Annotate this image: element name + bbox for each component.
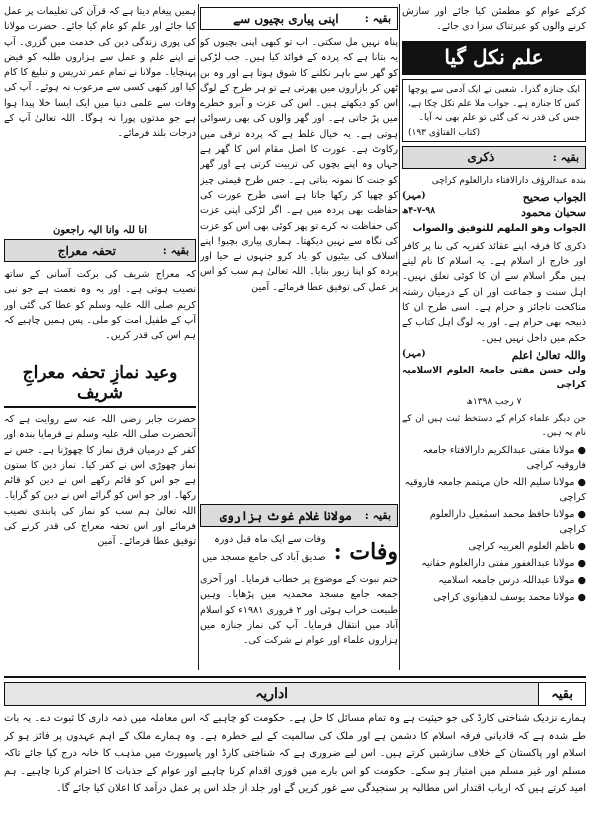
waeed-text: حضرت جابر رضی اللہ عنہ سے روایت ہے کہ آنحضرت صلی اللہ علیہ وسلم نے فرمایا بندہ اور کفر کے درمیان فرق نماز کا چھوڑنا ہے۔ جس نے نماز چھوڑی اس نے کفر کیا۔ نماز دین کا ستون ہے جو اس کو قائم رکھے اس نے دین کو قائم رکھا۔ اور جو اس کو گرائے اس نے دین کو گرایا۔ اللہ تعالیٰ ہم سب کو نماز کی پابندی نصیب فرمائے اور اس تحفہ معراج کی قدر کرنے کی توفیق عطا فرمائے۔ آمین: [4, 414, 196, 548]
endorsement-intro: جن دیگر علماء کرام کے دستخط ثبت ہیں ان کے نام یہ ہیں۔: [402, 413, 586, 438]
fatwa-opening: الجواب وھو الملھم للتوفیق والصواب: [412, 222, 586, 234]
list-item: ● مولانا عبداللہ درس جامعہ اسلامیہ: [402, 573, 586, 588]
zikri-subline: بندہ عبدالرؤف دارالافتاء دارالعلوم کراچی: [431, 175, 586, 186]
jawab-date: ۴-۷-۹۸ھ: [402, 205, 436, 216]
wafat-text: ختم نبوت کے موضوع پر خطاب فرمایا۔ اور آخری جمعہ جامع مسجد محمدیہ میں پڑھایا۔ وہیں طبیعت خراب ہوئی اور ۲ فروری ۱۹۸۱ء کو اسلام آباد میں انتقال فرمایا۔ آپ کی نماز جنازہ میں ہزاروں علماء اور عوام نے شرکت کی۔: [200, 574, 398, 647]
miraj-text: کہ معراج شریف کی برکت آسانی کے ساتھ نصیب ہوتی ہے۔ اور یہ وہ نعمت ہے جو نبی کریم صلی اللہ علیہ وسلم کو عطا کی گئی اور آپ کے طفیل امت کو ملی۔ پس ہمیں چاہیے کہ ہم اس کی قدر کریں۔: [4, 269, 196, 342]
ghaus-tag: بقیہ :: [364, 509, 391, 522]
ilm-text: ایک جنازہ گذرا۔ شعبی نے ایک آدمی سے پوچھا کس کا جنازہ ہے۔ جواب ملا علم نکل چکا ہے، جس کی قدر نہ کی گئی تو علم بھی نہ آیا۔: [408, 84, 580, 123]
miraj-title: تحفہ معراج: [57, 243, 116, 258]
jawab-name: سحبان محمود: [521, 205, 586, 219]
pyari-banner: [200, 7, 398, 30]
signatory-name: ولی حسن مفتی جامعۃ العلوم الاسلامیہ کراچی: [402, 365, 586, 390]
stamp-label: (مہر): [402, 190, 426, 201]
waeed-heading: وعید نمازِ تحفہ معراجِ شریف: [4, 362, 196, 408]
editorial-title: اداریہ: [255, 686, 289, 702]
stamp-label-2: (مہر): [402, 348, 426, 359]
wafat-heading: وفات :: [333, 539, 398, 565]
zikri-tag: بقیہ :: [552, 150, 579, 164]
jawab-name-row: [402, 206, 586, 219]
ilm-heading: علم نکل گیا: [402, 41, 586, 75]
editorial-tag: بقیہ: [538, 683, 585, 705]
jawab-row: [402, 191, 586, 204]
wafat-line-1: وفات سے ایک ماہ قبل دورہ: [214, 534, 326, 545]
intro-paragraph: کرکے عوام کو مطمئن کیا جائے اور سازش کرنے والوں کو عبرتناک سزا دی جائے۔: [402, 6, 586, 33]
ilm-box: [402, 79, 586, 142]
obituary-text: ہمیں پیغام دیتا ہے کہ قرآن کی تعلیمات پر عمل کیا جائے اور علم کو عام کیا جائے۔ حضرت مولانا کی پوری زندگی دین کی خدمت میں گزری۔ آپ نے اپنے علم و عمل سے ہزاروں طلبہ کو فیض پہنچایا۔ مولانا نے تمام عمر تدریس و تبلیغ کا کام کیا اور کبھی کسی سے مرعوب نہ ہوئے۔ آپ کی وفات سے علمی دنیا میں ایک ایسا خلا پیدا ہوا ہے جو مدتوں پورا نہ ہوگا۔ اللہ تعالیٰ آپ کے درجات بلند فرمائے۔: [4, 6, 196, 140]
closing-line: انا للہ وانا الیہ راجعون: [52, 225, 147, 236]
ghaus-title: مولانا غلام غوث ہزاروی: [219, 508, 352, 523]
ilm-reference: (کتاب الفتاوٰی ۱۹۳): [408, 127, 481, 138]
wafat-line-2: صدیق آباد کی جامع مسجد میں: [202, 552, 326, 564]
right-column: [402, 4, 586, 670]
column-divider: [198, 4, 199, 670]
zikri-banner: [402, 146, 586, 169]
list-item: ● مولانا مفتی عبدالکریم دارالافتاء جامعہ فاروقیہ کراچی: [402, 443, 586, 473]
fatwa-body: ذکری کا فرقہ اپنے عقائد کفریہ کی بنا پر کافر اور خارج از اسلام ہے۔ یہ اسلام کا نام لیتے ہیں مگر اسلام سے ان کا کوئی تعلق نہیں۔ اہل سنت و جماعت اور ان کے درمیان رشتہ مناکحت ناجائز و حرام ہے۔ اسی طرح ان کا ذبیحہ بھی حرام ہے۔ اور یہ لوگ اہل کتاب کے حکم میں داخل نہیں ہیں۔: [402, 240, 586, 344]
list-item: ● مولانا عبدالغفور مفتی دارالعلوم حقانیہ: [402, 556, 586, 571]
editorial-banner: [4, 682, 586, 706]
zikri-title: ذکری: [467, 150, 495, 165]
list-item: ● مولانا سلیم اللہ خان مہتمم جامعہ فاروقیہ کراچی: [402, 475, 586, 505]
jawab-label: الجواب صحیح: [522, 190, 586, 204]
miraj-banner: [4, 239, 196, 262]
editorial-section: [4, 676, 586, 836]
signatory-date: ۷ رجب ۱۳۹۸ھ: [466, 396, 522, 407]
scholar-list: [402, 443, 586, 605]
left-column: [4, 4, 196, 670]
list-item: ● مولانا حافظ محمد اسمٰعیل دارالعلوم کراچی: [402, 507, 586, 537]
list-item: ● مولانا محمد یوسف لدھیانوی کراچی: [402, 590, 586, 605]
editorial-text: ہمارے نزدیک شناختی کارڈ کی جو حیثیت ہے وہ تمام مسائل کا حل ہے۔ حکومت کو چاہیے کہ اس معاملہ میں ذمہ داری کا ثبوت دے۔ یہ بات طے شدہ ہے کہ قادیانی فرقہ اسلام کا دشمن ہے اور ملک کی سالمیت کے لیے خطرہ ہے۔ وہ ہمارے ملک کے اہم عہدوں پر فائز ہو کر اسلام اور پاکستان کے خلاف سازشیں کرتے ہیں۔ اس لیے ضروری ہے کہ شناختی کارڈ اور پاسپورٹ میں مذہب کا خانہ درج کیا جائے تاکہ مسلم اور غیر مسلم میں امتیاز ہو سکے۔ حکومت کو اس بارے میں فوری اقدام کرنا چاہیے اور عوام کے جذبات کا احترام کرنا چاہیے۔ ہم امید کرتے ہیں کہ ارباب اقتدار اس مطالبہ پر سنجیدگی سے غور کریں گے اور جلد از جلد اس پر عمل درآمد کا اعلان کیا جائے گا۔: [4, 713, 586, 794]
editorial-body: [4, 710, 586, 836]
pyari-article: پناہ نہیں مل سکتی۔ اب تو کبھی اپنی بچیوں کو یہ بتانا ہے کہ پردہ کے فوائد کیا ہیں۔ جب لڑکی کو گھر سے باہر نکلنے کا شوق ہوتا ہے اور وہ بن ٹھن کر بازاروں میں پھرتی ہے تو ہر طرح کے لوگ اس کو دیکھتے ہیں۔ اس کی عزت و آبرو خطرے میں پڑ جاتی ہے۔ اور گھر والوں کی بھی رسوائی ہوتی ہے۔ یہ خیال غلط ہے کہ پردہ ترقی میں رکاوٹ ہے۔ عورت کا اصل مقام اس کا گھر ہے جہاں وہ اپنے بچوں کی تربیت کرتی ہے اور گھر کو جنت کا نمونہ بناتی ہے۔ جس طرح قیمتی چیز کو چھپا کر رکھا جاتا ہے اسی طرح عورت کی حفاظت بھی پردہ میں ہے۔ اگر لڑکی اپنی عزت کی حفاظت نہ کرے تو پھر کوئی بھی اس کو عزت کی نگاہ سے نہیں دیکھتا۔ ہماری پیاری بچیو! اپنے اسلاف کی بیٹیوں کو یاد کرو جنہوں نے حیا اور پردہ کو اپنا زیور بنایا۔ اللہ تعالیٰ ہم سب کو اس پر عمل کی توفیق عطا فرمائے۔ آمین: [200, 37, 398, 293]
list-item: ● ناظم العلوم العربیہ کراچی: [402, 539, 586, 554]
ghaus-banner: [200, 504, 398, 527]
column-divider: [399, 4, 400, 670]
wallahu-text: واللہ تعالیٰ اعلم: [511, 348, 586, 362]
wallahu-row: [402, 349, 586, 362]
pyari-tag: بقیہ :: [364, 12, 391, 25]
wafat-section: [200, 532, 398, 648]
middle-column: [200, 4, 398, 670]
pyari-title: اپنی پیاری بچیوں سے: [233, 11, 339, 26]
miraj-tag: بقیہ :: [162, 244, 189, 257]
